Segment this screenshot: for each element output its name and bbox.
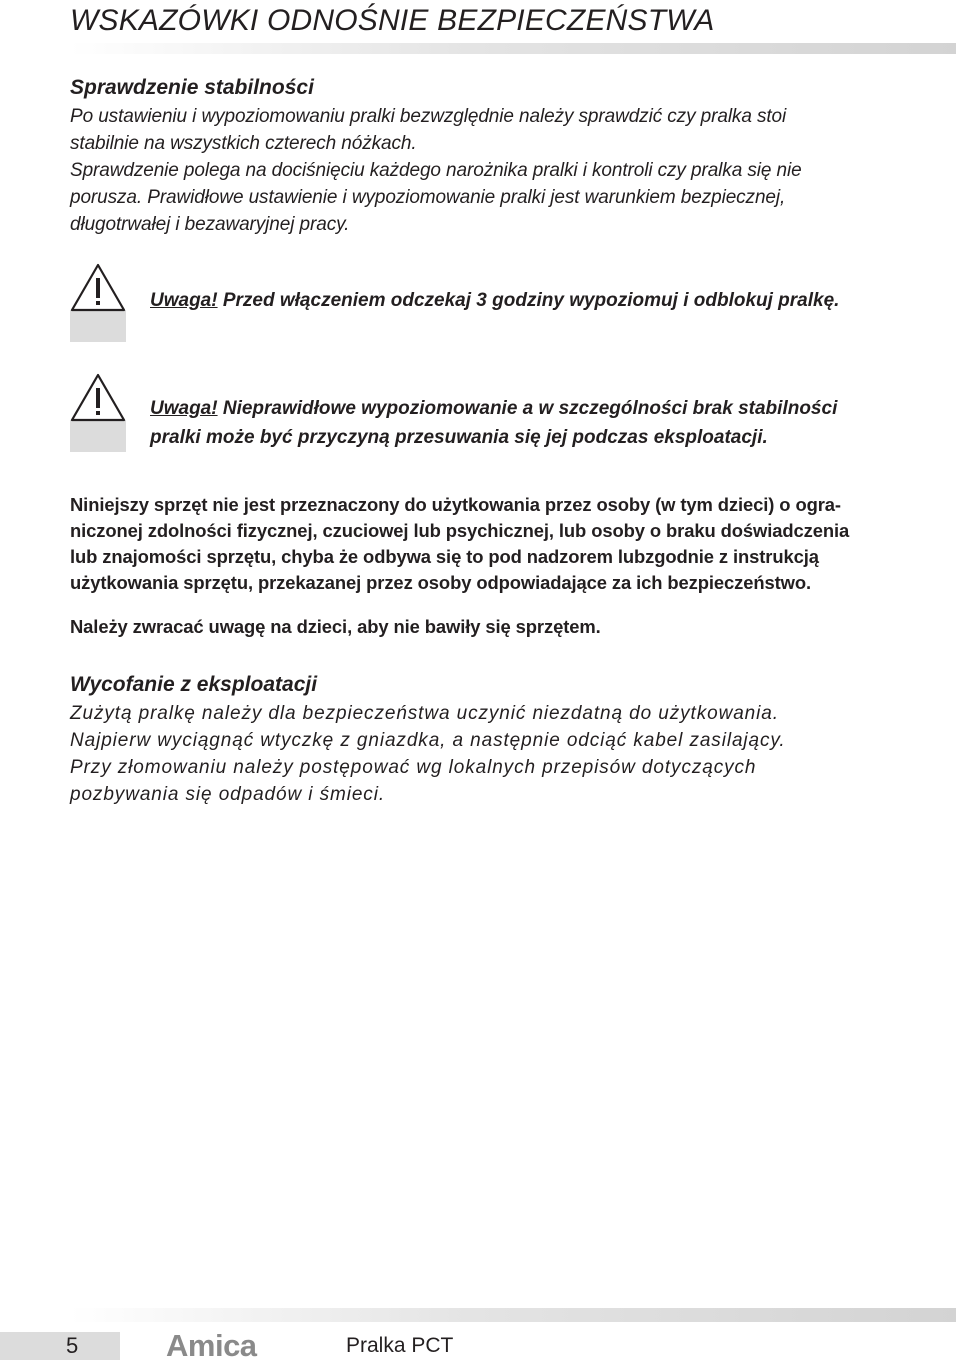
warning-triangle-icon	[70, 372, 126, 452]
amica-logo	[166, 1330, 268, 1360]
notice-line: niczonej zdolności fizycznej, czuciowej lub psychicznej, lub osoby o braku doświadczenia	[70, 520, 850, 541]
paragraph-line: pozbywania się odpadów i śmieci.	[70, 784, 386, 805]
title-divider	[70, 43, 956, 54]
footer-divider	[70, 1308, 956, 1322]
notice-line: użytkowania sprzętu, przekazanej przez osoby odpowiadające za ich bezpieczeństwo.	[70, 572, 812, 593]
warning-line: Przed włączeniem odczekaj 3 godziny wypoziomuj i odblokuj pralkę.	[217, 290, 840, 311]
footer-band	[0, 1332, 120, 1360]
page-title: WSKAZÓWKI ODNOŚNIE BEZPIECZEŃSTWA	[70, 4, 715, 37]
warning-text	[150, 286, 839, 315]
paragraph-line: porusza. Prawidłowe ustawienie i wypoziomowanie pralki jest warunkiem bezpiecznej,	[70, 187, 786, 208]
warning-line: pralki może być przyczyną przesuwania się jej podczas eksploatacji.	[150, 427, 768, 448]
paragraph-line: Po ustawieniu i wypoziomowaniu pralki bezwzględnie należy sprawdzić czy pralka stoi	[70, 106, 787, 127]
warning-text	[150, 394, 837, 423]
paragraph-line: Przy złomowaniu należy postępować wg lokalnych przepisów dotyczących	[70, 757, 757, 778]
warning-label: Uwaga!	[150, 290, 218, 311]
notice-line: lub znajomości sprzętu, chyba że odbywa się to pod nadzorem lubzgodnie z instrukcją	[70, 546, 819, 567]
warning-block	[70, 262, 960, 344]
decommission-paragraph	[70, 700, 960, 808]
paragraph-line: Sprawdzenie polega na dociśnięciu każdego narożnika pralki i kontroli czy pralka się nie	[70, 160, 802, 181]
stability-heading: Sprawdzenie stabilności	[70, 76, 314, 99]
warning-line: Nieprawidłowe wypoziomowanie a w szczególności brak stabilności	[217, 398, 838, 419]
paragraph-line: długotrwałej i bezawaryjnej pracy.	[70, 214, 350, 235]
stability-paragraph	[70, 103, 960, 238]
paragraph-line: stabilnie na wszystkich czterech nóżkach.	[70, 133, 417, 154]
children-notice	[70, 614, 960, 640]
warning-triangle-icon	[70, 262, 126, 342]
paragraph-line: Zużytą pralkę należy dla bezpieczeństwa uczynić niezdatną do użytkowania.	[70, 703, 779, 724]
decommission-heading: Wycofanie z eksploatacji	[70, 673, 318, 696]
brand-wordmark: Amica	[166, 1330, 257, 1360]
notice-paragraph	[70, 492, 960, 596]
paragraph-line: Najpierw wyciągnąć wtyczkę z gniazdka, a następnie odciąć kabel zasilający.	[70, 730, 786, 751]
children-notice-text: Należy zwracać uwagę na dzieci, aby nie bawiły się sprzętem.	[70, 616, 601, 637]
warning-block	[70, 372, 960, 454]
warning-label: Uwaga!	[150, 398, 218, 419]
page-number: 5	[66, 1333, 79, 1358]
footer-product-name: Pralka PCT	[346, 1334, 454, 1357]
notice-line: Niniejszy sprzęt nie jest przeznaczony do użytkowania przez osoby (w tym dzieci) o ogra-	[70, 494, 841, 515]
